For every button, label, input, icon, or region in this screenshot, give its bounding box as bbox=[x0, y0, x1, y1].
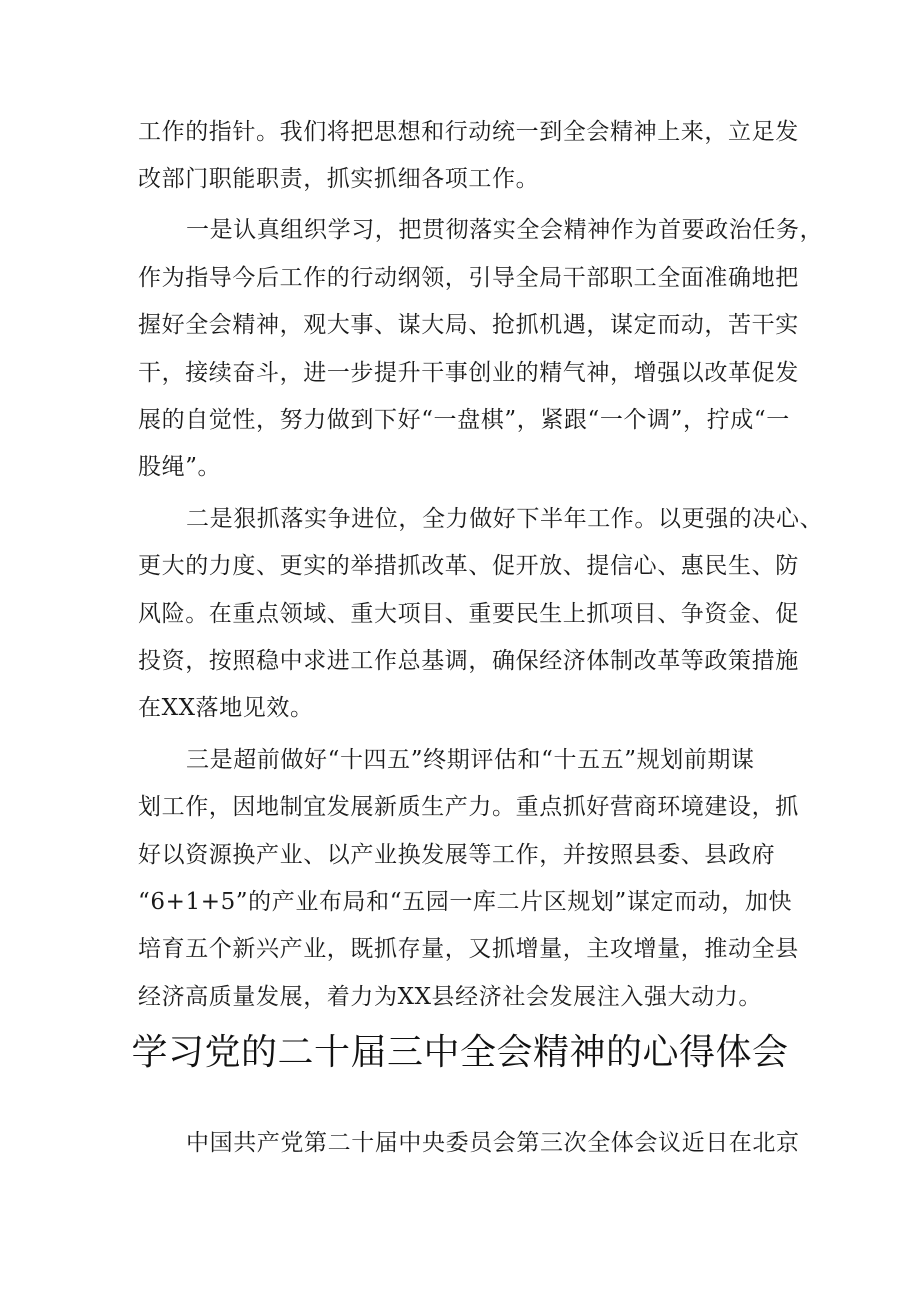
paragraph-line: 在XX落地见效。 bbox=[138, 695, 314, 721]
paragraph-line: 握好全会精神，观大事、谋大局、抢抓机遇，谋定而动，苦干实 bbox=[138, 312, 799, 338]
paragraph-line: 投资，按照稳中求进工作总基调，确保经济体制改革等政策措施 bbox=[138, 648, 799, 674]
paragraph-line: 好以资源换产业、以产业换发展等工作，并按照县委、县政府 bbox=[138, 842, 776, 868]
paragraph-line: 培育五个新兴产业，既抓存量，又抓增量，主攻增量，推动全县 bbox=[138, 936, 799, 962]
paragraph-line: 作为指导今后工作的行动纲领，引导全局干部职工全面准确地把 bbox=[138, 265, 799, 291]
paragraph-line: “6+1+5”的产业布局和“五园一库二片区规划”谋定而动，加快 bbox=[138, 889, 793, 915]
paragraph-line: 展的自觉性，努力做到下好“一盘棋”，紧跟“一个调”，拧成“一 bbox=[138, 407, 790, 433]
paragraph-line: 更大的力度、更实的举措抓改革、促开放、提信心、惠民生、防 bbox=[138, 553, 799, 579]
paragraph-line: 改部门职能职责，抓实抓细各项工作。 bbox=[138, 166, 540, 192]
paragraph-line: 划工作，因地制宜发展新质生产力。重点抓好营商环境建设，抓 bbox=[138, 794, 799, 820]
paragraph-line: 三是超前做好“十四五”终期评估和“十五五”规划前期谋 bbox=[186, 747, 755, 773]
paragraph-line: 股绳”。 bbox=[138, 454, 222, 480]
paragraph-line: 一是认真组织学习，把贯彻落实全会精神作为首要政治任务， bbox=[186, 217, 824, 243]
article-title: 学习党的二十届三中全会精神的心得体会 bbox=[131, 1032, 789, 1073]
paragraph-line: 工作的指针。我们将把思想和行动统一到全会精神上来，立足发 bbox=[138, 119, 799, 145]
paragraph-line: 中国共产党第二十届中央委员会第三次全体会议近日在北京 bbox=[186, 1130, 800, 1156]
paragraph-line: 二是狠抓落实争进位，全力做好下半年工作。以更强的决心、 bbox=[186, 506, 824, 532]
paragraph-line: 风险。在重点领域、重大项目、重要民生上抓项目、争资金、促 bbox=[138, 601, 799, 627]
paragraph-line: 干，接续奋斗，进一步提升干事创业的精气神，增强以改革促发 bbox=[138, 360, 799, 386]
paragraph-line: 经济高质量发展，着力为XX县经济社会发展注入强大动力。 bbox=[138, 984, 762, 1010]
